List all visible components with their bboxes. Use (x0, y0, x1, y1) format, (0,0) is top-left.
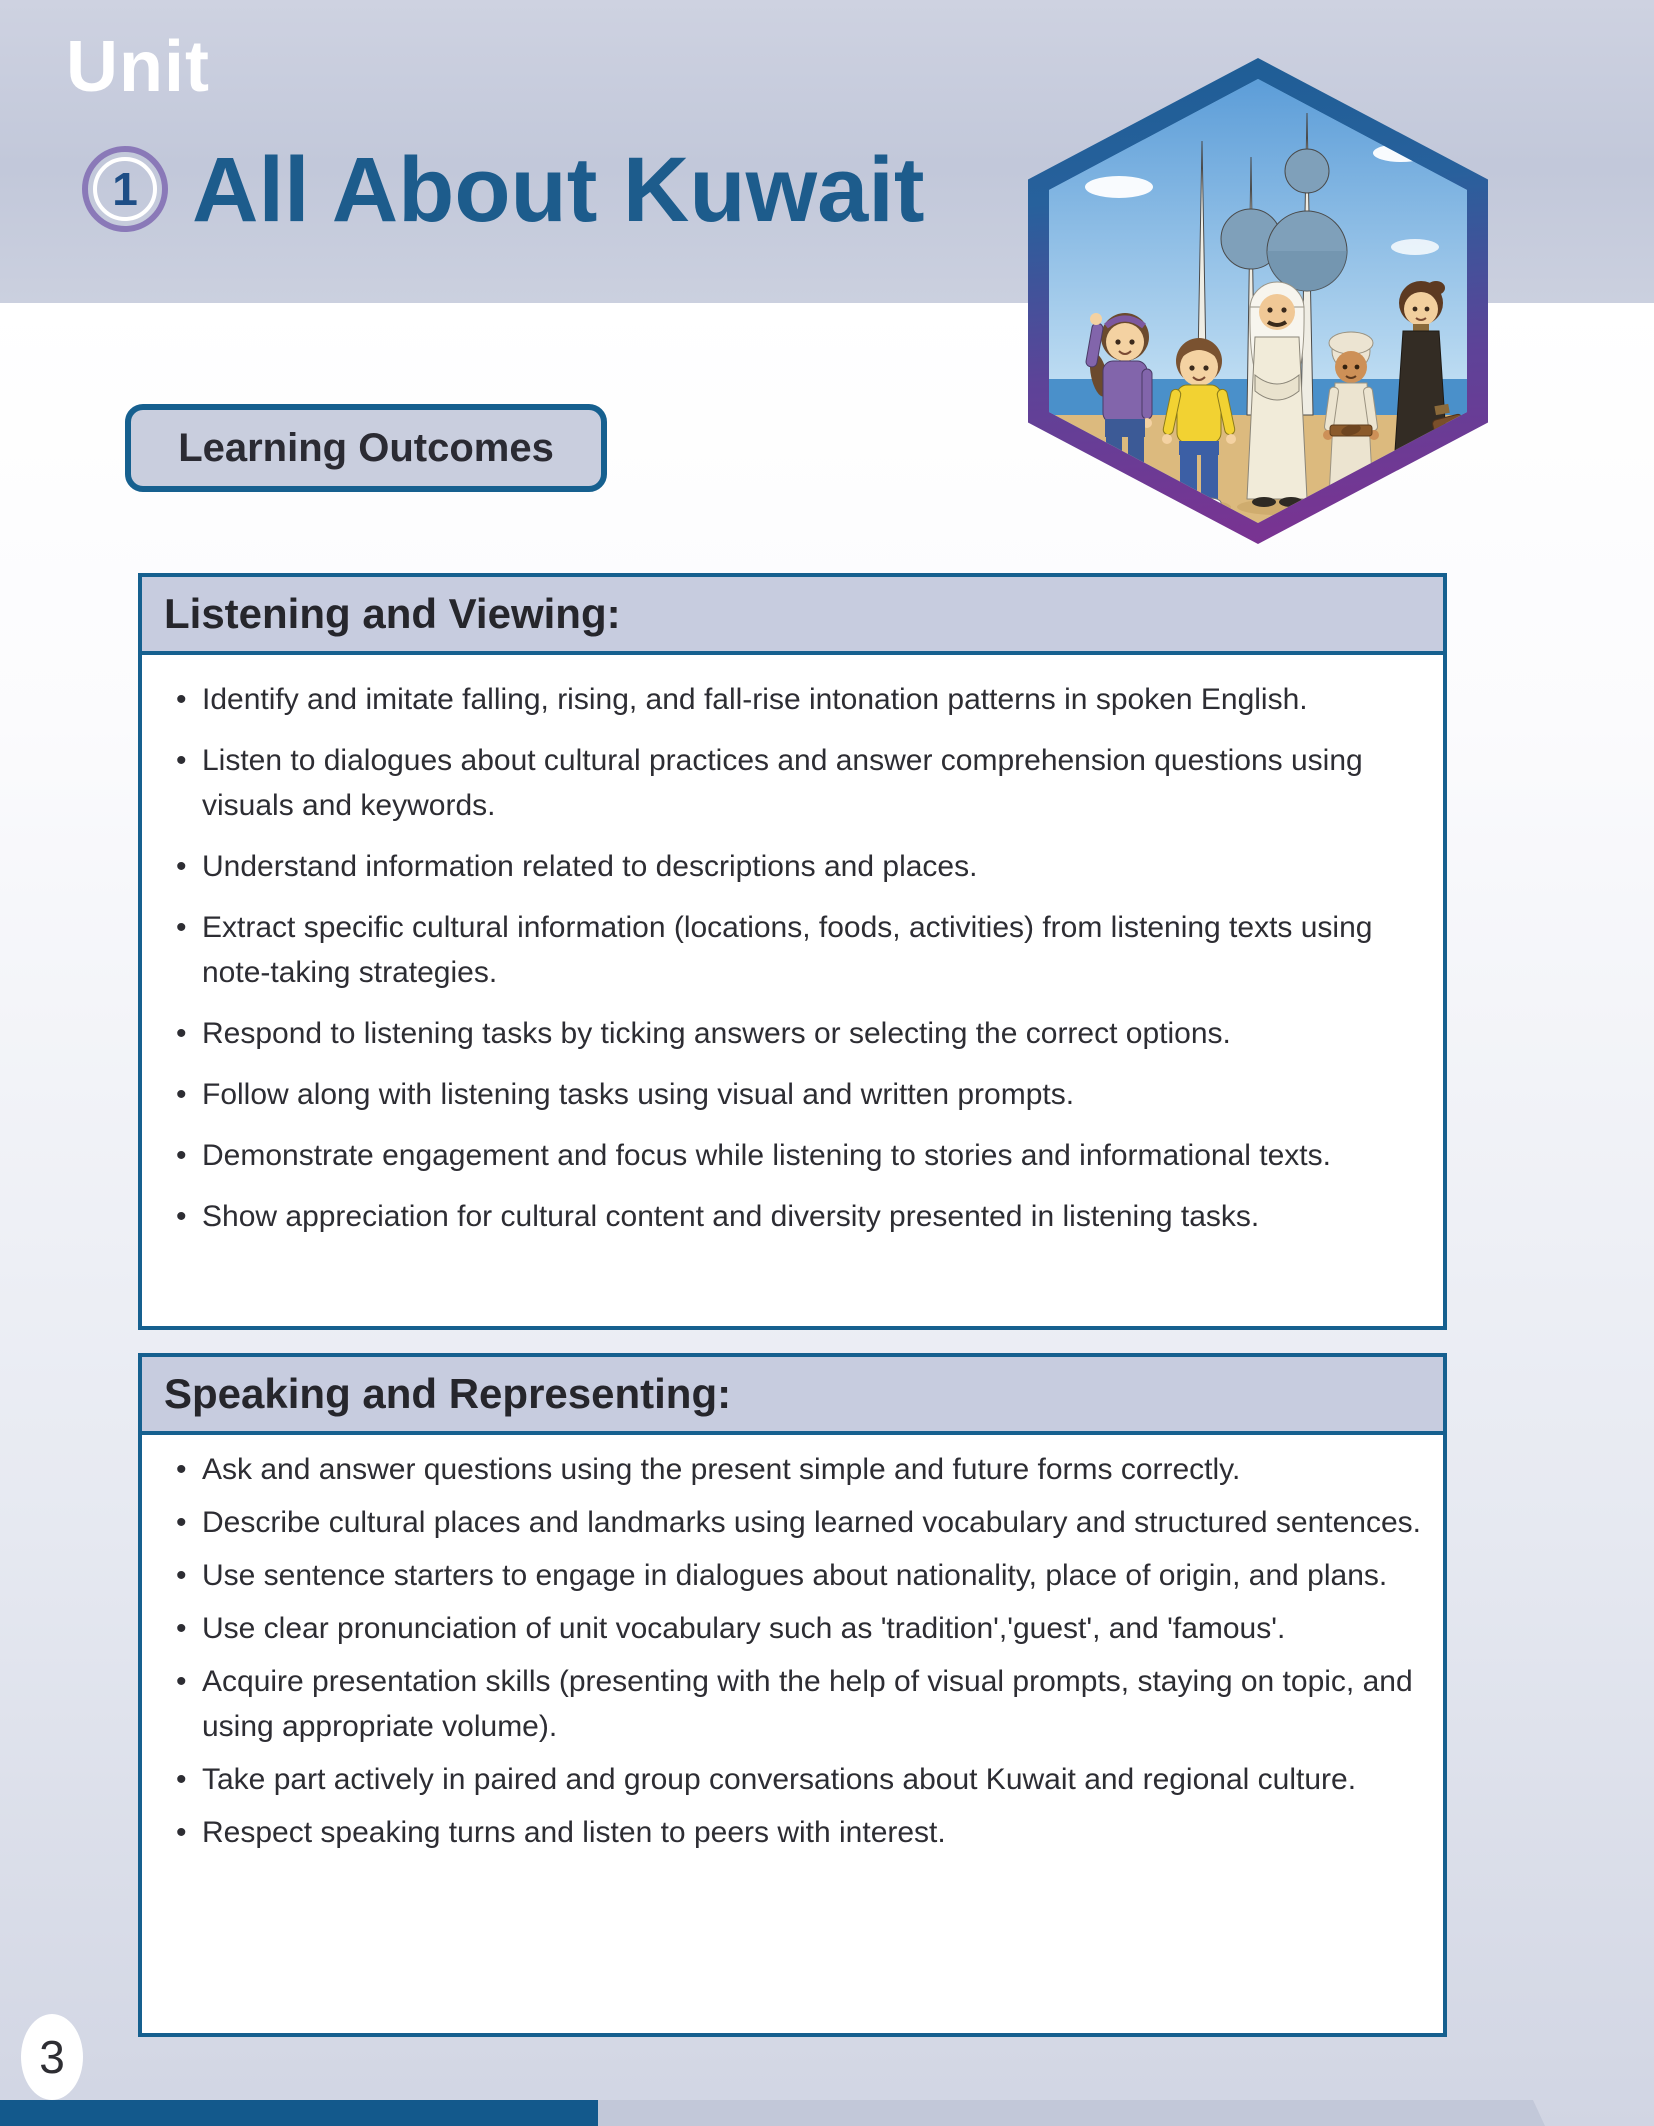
outcome-bullet: • Use clear pronunciation of unit vocabulary such as 'tradition','guest', and 'famous'. (166, 1606, 1425, 1651)
outcome-bullet: • Extract specific cultural information (locations, foods, activities) from listening texts using note-taking strategies. (166, 905, 1425, 995)
section-body (142, 1435, 1443, 1855)
page-number-badge (21, 2014, 83, 2100)
section-body (142, 655, 1443, 1239)
page-title: All About Kuwait (192, 139, 925, 241)
section-heading-text: Listening and Viewing: (164, 590, 621, 637)
kuwait-family-illustration (1049, 79, 1467, 523)
unit-number-badge (82, 146, 168, 232)
page-number: 3 (39, 2031, 65, 2083)
cloud (1373, 144, 1429, 162)
outcome-bullet: • Follow along with listening tasks using visual and written prompts. (166, 1072, 1425, 1117)
learning-outcomes-pill (125, 404, 607, 492)
outcome-list (166, 677, 1425, 1239)
outcome-bullet: • Show appreciation for cultural content and diversity presented in listening tasks. (166, 1194, 1425, 1239)
outcome-bullet: • Respect speaking turns and listen to peers with interest. (166, 1810, 1425, 1855)
section-heading (142, 1357, 1443, 1435)
hexagon-image (1049, 79, 1467, 523)
footer-blue-bar (0, 2100, 598, 2126)
outcome-bullet: • Use sentence starters to engage in dialogues about nationality, place of origin, and plans. (166, 1553, 1425, 1598)
cloud (1391, 239, 1439, 255)
outcome-bullet: • Acquire presentation skills (presenting with the help of visual prompts, staying on topic, and using appropriate volume). (166, 1659, 1425, 1749)
unit-number: 1 (112, 163, 138, 215)
outcome-bullet: • Understand information related to descriptions and places. (166, 844, 1425, 889)
unit-label: Unit (66, 27, 210, 107)
outcome-bullet: • Take part actively in paired and group conversations about Kuwait and regional culture. (166, 1757, 1425, 1802)
outcome-list (166, 1447, 1425, 1855)
cloud (1085, 176, 1153, 198)
section-listening-and-viewing (138, 573, 1447, 1330)
outcome-bullet: • Describe cultural places and landmarks using learned vocabulary and structured sentences. (166, 1500, 1425, 1545)
learning-outcomes-label: Learning Outcomes (178, 425, 554, 470)
unit-number-inner-ring (93, 157, 157, 221)
outcome-bullet: • Ask and answer questions using the present simple and future forms correctly. (166, 1447, 1425, 1492)
section-heading-text: Speaking and Representing: (164, 1370, 732, 1417)
footer-gray-bar (598, 2100, 1545, 2126)
outcome-bullet: • Respond to listening tasks by ticking answers or selecting the correct options. (166, 1011, 1425, 1056)
section-heading (142, 577, 1443, 655)
outcome-bullet: • Listen to dialogues about cultural practices and answer comprehension questions using visuals and keywords. (166, 738, 1425, 828)
outcome-bullet: • Identify and imitate falling, rising, and fall-rise intonation patterns in spoken English. (166, 677, 1425, 722)
outcome-bullet: • Demonstrate engagement and focus while listening to stories and informational texts. (166, 1133, 1425, 1178)
section-speaking-and-representing (138, 1353, 1447, 2037)
father-figure (1247, 282, 1307, 507)
